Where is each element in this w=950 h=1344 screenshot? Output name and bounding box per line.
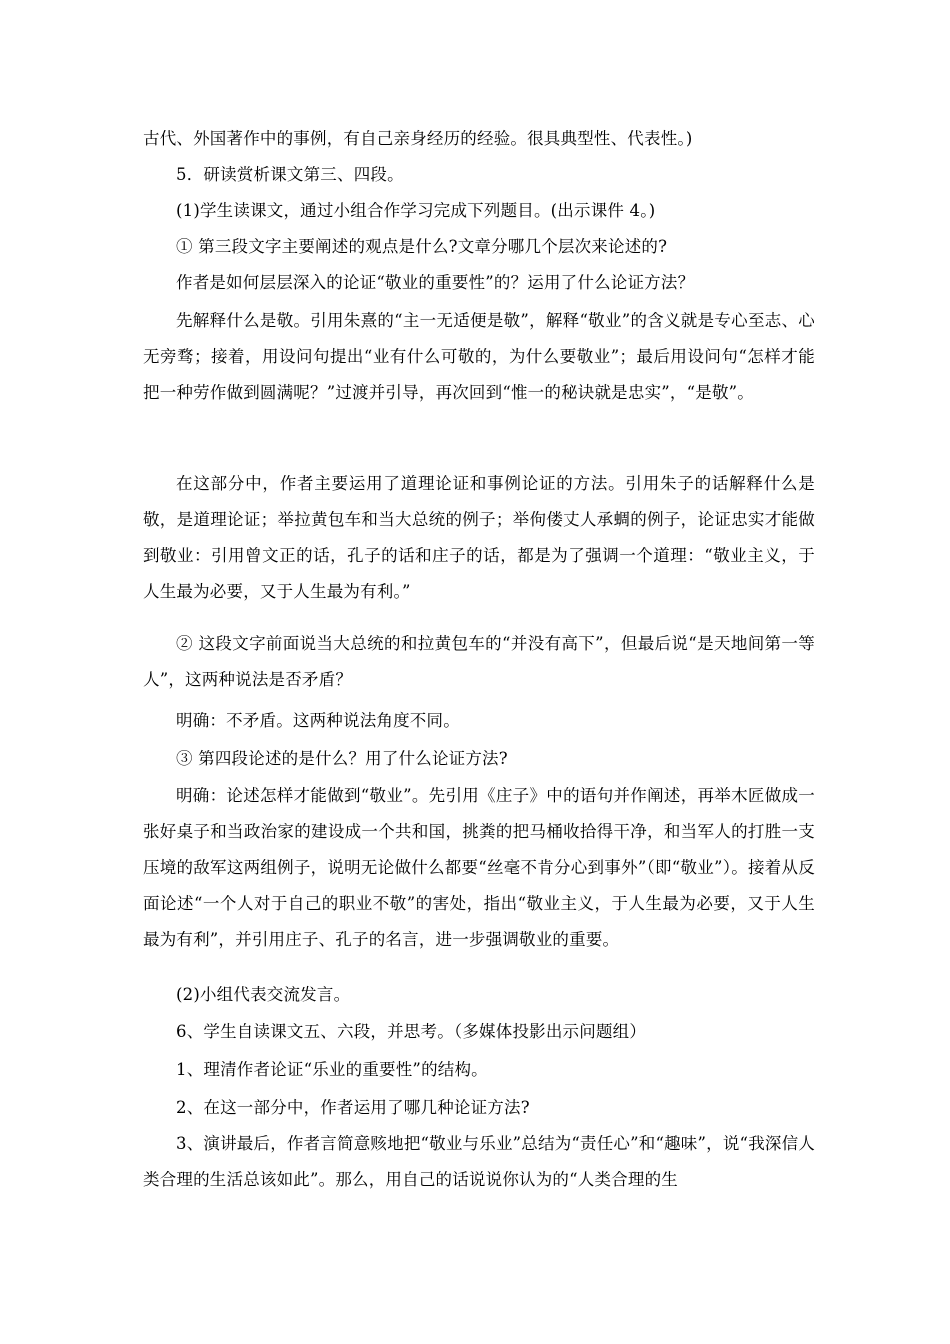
paragraph-task-2: (2)小组代表交流发言。 bbox=[176, 985, 351, 1004]
question-1: ① 第三段文字主要阐述的观点是什么?文章分哪几个层次来论述的? bbox=[176, 237, 668, 256]
question-list-item-2: 2、在这一部分中，作者运用了哪几种论证方法? bbox=[176, 1098, 530, 1117]
paragraph-continuation: 古代、外国著作中的事例，有自己亲身经历的经验。很具典型性、代表性。) bbox=[143, 129, 693, 148]
question-2: ② 这段文字前面说当大总统的和拉黄包车的“并没有高下”，但最后说“是天地间第一等人”，这两种说法是否矛盾？ bbox=[143, 634, 815, 689]
heading-step-5: 5．研读赏析课文第三、四段。 bbox=[176, 165, 404, 184]
answer-3: 明确：论述怎样才能做到“敬业”。先引用《庄子》中的语句并作阐述，再举木匠做成一张好桌子和当政治家的建设成一个共和国，挑粪的把马桶收拾得干净，和当军人的打胜一支压境的敌军这两组例子，说明无论做什么都要“丝毫不肯分心到事外”（即“敬业”）。接着从反面论述“一个人对于自己的职业不敬”的害处，指出“敬业主义，于人生最为必要，又于人生最为有利”，并引用庄子、孔子的名言，进一步强调敬业的重要。 bbox=[143, 786, 815, 949]
paragraph-task-1: (1)学生读课文，通过小组合作学习完成下列题目。(出示课件 4。) bbox=[176, 201, 656, 220]
answer-2: 明确：不矛盾。这两种说法角度不同。 bbox=[176, 711, 460, 730]
question-3: ③ 第四段论述的是什么？用了什么论证方法? bbox=[176, 749, 508, 768]
answer-1-methods: 在这部分中，作者主要运用了道理论证和事例论证的方法。引用朱子的话解释什么是敬，是道理论证；举拉黄包车和当大总统的例子；举佝偻丈人承蜩的例子，论证忠实才能做到敬业：引用曾文正的话，孔子的话和庄子的话，都是为了强调一个道理：“敬业主义，于人生最为必要，又于人生最为有利。” bbox=[143, 474, 815, 601]
question-list-item-3: 3、演讲最后，作者言简意赅地把“敬业与乐业”总结为“责任心”和“趣味”，说“我深信人类合理的生活总该如此”。那么，用自己的话说说你认为的“人类合理的生 bbox=[143, 1134, 815, 1189]
question-list-item-1: 1、理清作者论证“乐业的重要性”的结构。 bbox=[176, 1060, 488, 1079]
heading-step-6: 6、学生自读课文五、六段，并思考。（多媒体投影出示问题组） bbox=[176, 1022, 647, 1041]
answer-1: 先解释什么是敬。引用朱熹的“主一无适便是敬”，解释“敬业”的含义就是专心至志、心无旁骛；接着，用设问句提出“业有什么可敬的，为什么要敬业”；最后用设问句“怎样才能把一种劳作做到圆满呢？”过渡并引导，再次回到“惟一的秘诀就是忠实”，“是敬”。 bbox=[143, 311, 815, 402]
question-1-sub: 作者是如何层层深入的论证“敬业的重要性”的？运用了什么论证方法？ bbox=[176, 273, 695, 292]
